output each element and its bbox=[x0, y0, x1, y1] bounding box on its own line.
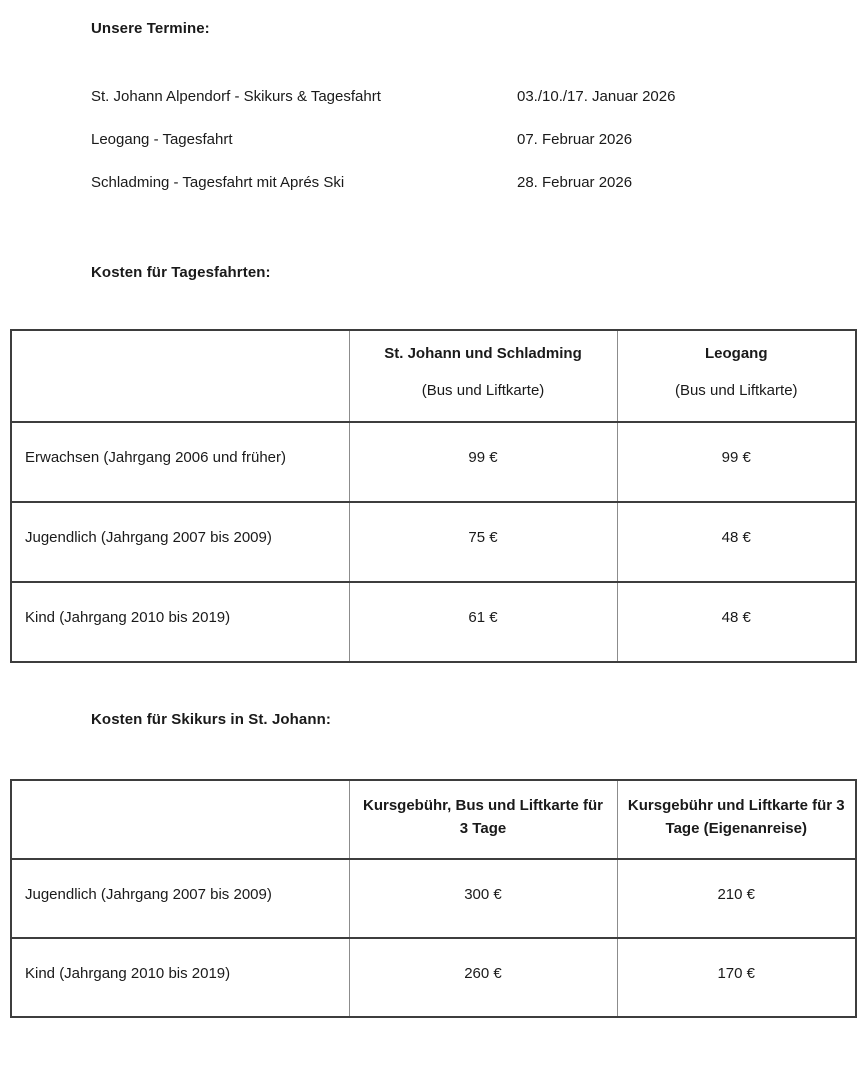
event-label: Leogang - Tagesfahrt bbox=[91, 131, 233, 148]
price-cell: 170 € bbox=[617, 938, 856, 1017]
event-date: 28. Februar 2026 bbox=[517, 174, 633, 191]
event-date: 07. Februar 2026 bbox=[517, 131, 633, 148]
column-header-full-package bbox=[349, 780, 617, 859]
price-cell: 48 € bbox=[617, 502, 856, 582]
column-subtitle: (Bus und Liftkarte) bbox=[421, 382, 545, 399]
schedule-row bbox=[0, 174, 867, 192]
section-title-skikurs: Kosten für Skikurs in St. Johann: bbox=[91, 711, 331, 728]
empty-header-cell bbox=[11, 780, 349, 859]
column-header-self-travel bbox=[617, 780, 856, 859]
row-label: Kind (Jahrgang 2010 bis 2019) bbox=[11, 938, 349, 1017]
price-cell: 210 € bbox=[617, 859, 856, 938]
schedule-row bbox=[0, 131, 867, 149]
event-label: Schladming - Tagesfahrt mit Aprés Ski bbox=[91, 174, 345, 191]
empty-header-cell bbox=[11, 330, 349, 422]
table-row bbox=[11, 938, 856, 1017]
section-title-termine: Unsere Termine: bbox=[91, 20, 210, 37]
table-header-row bbox=[11, 330, 856, 422]
price-cell: 99 € bbox=[617, 422, 856, 502]
price-cell: 61 € bbox=[349, 582, 617, 662]
table-header-row bbox=[11, 780, 856, 859]
table-row bbox=[11, 859, 856, 938]
section-title-tagesfahrten: Kosten für Tagesfahrten: bbox=[91, 264, 271, 281]
table-row bbox=[11, 502, 856, 582]
row-label: Jugendlich (Jahrgang 2007 bis 2009) bbox=[11, 859, 349, 938]
day-trips-price-table bbox=[10, 329, 857, 663]
ski-course-price-table bbox=[10, 779, 857, 1018]
price-cell: 48 € bbox=[617, 582, 856, 662]
schedule-row bbox=[0, 88, 867, 106]
table-row bbox=[11, 422, 856, 502]
row-label: Kind (Jahrgang 2010 bis 2019) bbox=[11, 582, 349, 662]
price-cell: 75 € bbox=[349, 502, 617, 582]
price-cell: 260 € bbox=[349, 938, 617, 1017]
event-label: St. Johann Alpendorf - Skikurs & Tagesfahrt bbox=[91, 88, 381, 105]
event-date: 03./10./17. Januar 2026 bbox=[517, 88, 676, 105]
column-header-leogang bbox=[617, 330, 856, 422]
price-cell: 300 € bbox=[349, 859, 617, 938]
column-header-st-johann-schladming bbox=[349, 330, 617, 422]
table-row bbox=[11, 582, 856, 662]
column-title: St. Johann und Schladming bbox=[384, 345, 582, 362]
column-title: Kursgebühr und Liftkarte für 3 Tage (Eigenanreise) bbox=[627, 797, 845, 837]
column-title: Leogang bbox=[705, 345, 768, 362]
column-title: Kursgebühr, Bus und Liftkarte für 3 Tage bbox=[362, 797, 603, 837]
row-label: Erwachsen (Jahrgang 2006 und früher) bbox=[11, 422, 349, 502]
column-subtitle: (Bus und Liftkarte) bbox=[674, 382, 798, 399]
row-label: Jugendlich (Jahrgang 2007 bis 2009) bbox=[11, 502, 349, 582]
price-cell: 99 € bbox=[349, 422, 617, 502]
